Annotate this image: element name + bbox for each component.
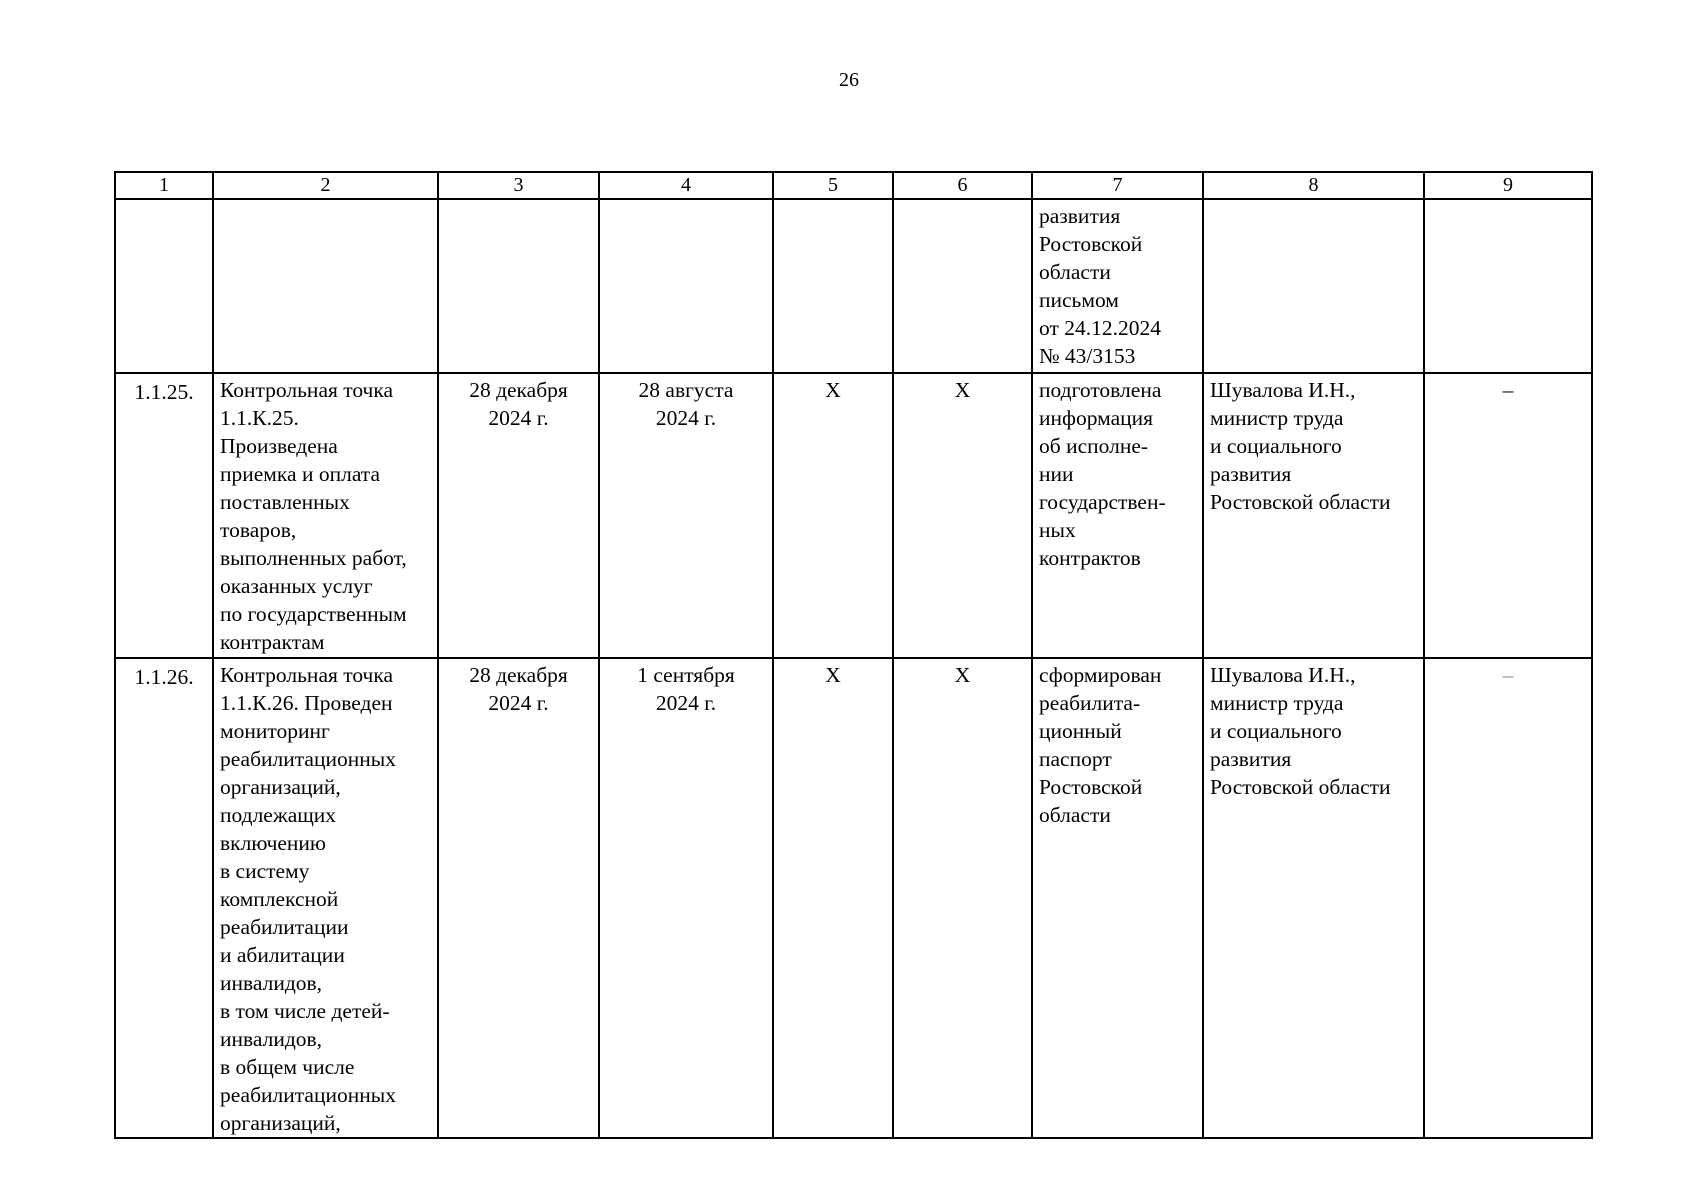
plan-table — [114, 171, 1593, 1139]
column-header-6: 6 — [893, 172, 1032, 199]
cell-col5: Х — [773, 658, 893, 1138]
page-number: 26 — [839, 69, 859, 91]
cell-start-date: 28 декабря 2024 г. — [438, 373, 599, 658]
cell-start-date — [438, 199, 599, 373]
cell-col6: Х — [893, 373, 1032, 658]
cell-end-date: 1 сентября 2024 г. — [599, 658, 773, 1138]
cell-col9 — [1424, 199, 1592, 373]
cell-end-date: 28 августа 2024 г. — [599, 373, 773, 658]
cell-responsible: Шувалова И.Н., министр труда и социального развития Ростовской области — [1203, 373, 1424, 658]
cell-col6: Х — [893, 658, 1032, 1138]
column-header-4: 4 — [599, 172, 773, 199]
column-header-8: 8 — [1203, 172, 1424, 199]
cell-result: подготовлена информация об исполне- нии государствен- ных контрактов — [1032, 373, 1203, 658]
column-header-5: 5 — [773, 172, 893, 199]
column-header-9: 9 — [1424, 172, 1592, 199]
cell-number: 1.1.26. — [115, 658, 213, 1138]
cell-number — [115, 199, 213, 373]
table-row-continuation — [115, 199, 1592, 373]
column-header-2: 2 — [213, 172, 438, 199]
cell-description — [213, 199, 438, 373]
cell-responsible: Шувалова И.Н., министр труда и социального развития Ростовской области — [1203, 658, 1424, 1138]
cell-description: Контрольная точка 1.1.К.26. Проведен мониторинг реабилитационных организаций, подлежащих включению в систему комплексной реабилитации и абилитации инвалидов, в том числе детей- инвалидов, в общем числе реабилитационных организаций, — [213, 658, 438, 1138]
cell-result: развития Ростовской области письмом от 24.12.2024 № 43/3153 — [1032, 199, 1203, 373]
cell-start-date: 28 декабря 2024 г. — [438, 658, 599, 1138]
cell-responsible — [1203, 199, 1424, 373]
column-header-7: 7 — [1032, 172, 1203, 199]
table-row — [115, 658, 1592, 1138]
header-row — [115, 172, 1592, 199]
cell-col9: – — [1424, 658, 1592, 1138]
column-header-1: 1 — [115, 172, 213, 199]
cell-end-date — [599, 199, 773, 373]
cell-col9: – — [1424, 373, 1592, 658]
cell-number: 1.1.25. — [115, 373, 213, 658]
cell-col5: Х — [773, 373, 893, 658]
cell-result: сформирован реабилита- ционный паспорт Ростовской области — [1032, 658, 1203, 1138]
cell-col6 — [893, 199, 1032, 373]
cell-description: Контрольная точка 1.1.К.25. Произведена приемка и оплата поставленных товаров, выполненных работ, оказанных услуг по государственным контрактам — [213, 373, 438, 658]
column-header-3: 3 — [438, 172, 599, 199]
cell-col5 — [773, 199, 893, 373]
table-row — [115, 373, 1592, 658]
